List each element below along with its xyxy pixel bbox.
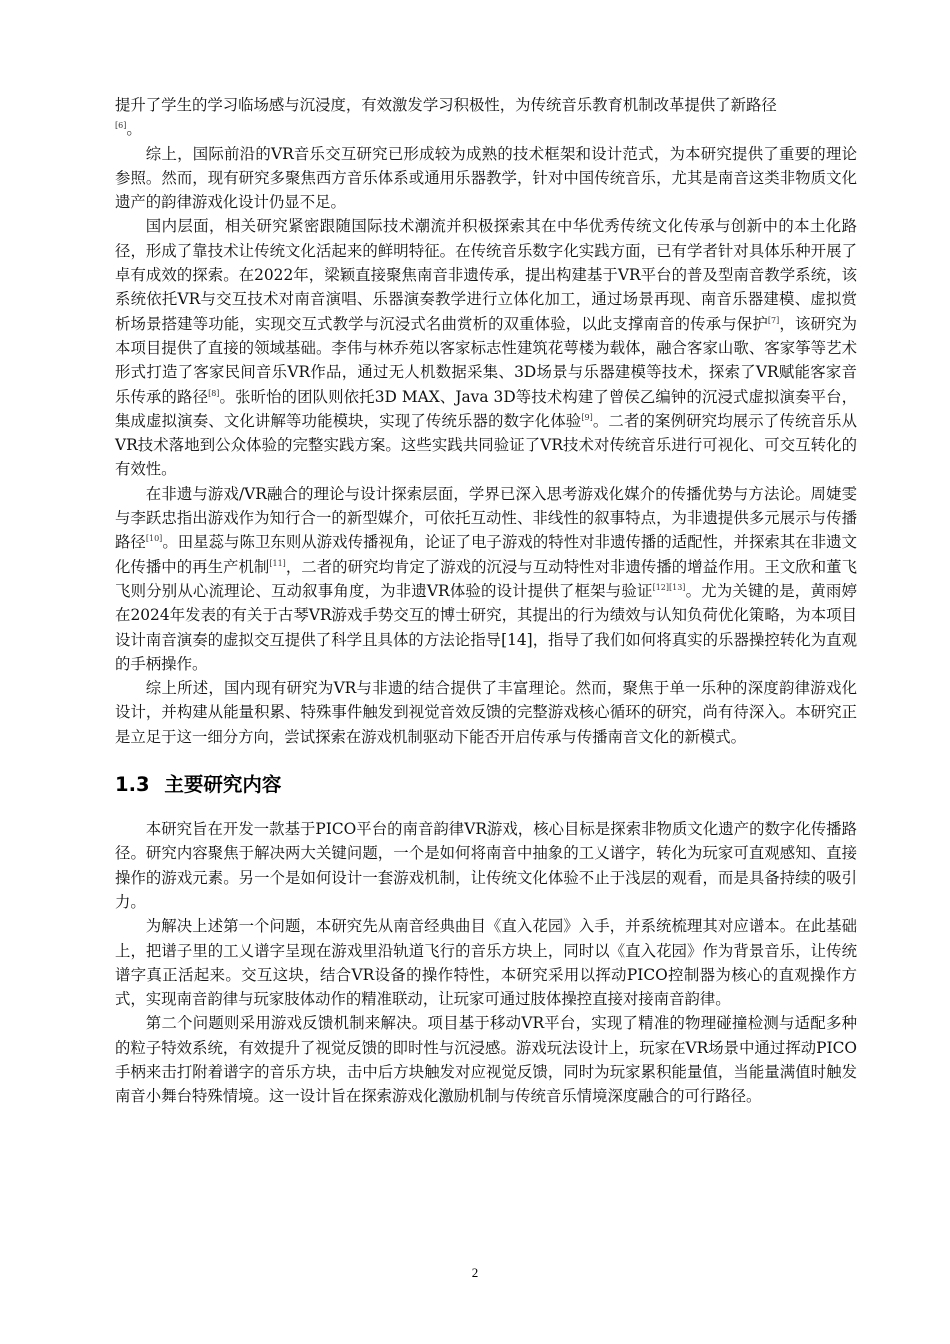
paragraph [115, 142, 857, 215]
citation-marker: [8] [208, 388, 220, 398]
paragraph-text: 本研究旨在开发一款基于PICO平台的南音韵律VR游戏，核心目标是探索非物质文化遗产的数字化传播路径。研究内容聚焦于解决两大关键问题，一个是如何将南音中抽象的工乂谱字，转化为玩家可直观感知、直接操作的游戏元素。另一个是如何设计一套游戏机制，让传统文化体验不止于浅层的观看，而是具备持续的吸引力。 [115, 820, 857, 911]
paragraph-text: 。二者的案例研究均展示了传统音乐从VR技术落地到公众体验的完整实践方案。这些实践共同验证了VR技术对传统音乐进行可视化、可交互转化的有效性。 [115, 411, 857, 479]
section-number: 1.3 [115, 773, 150, 797]
paragraph-text: 。田星蕊与陈卫东则从游戏传播视角，论证了电子游戏的特性对非遗传播的适配性，并探索其在非遗文化传播中的再生产机制 [115, 533, 857, 576]
paragraph-tail: 。 [126, 120, 142, 139]
paragraph-text: 综上，国际前沿的VR音乐交互研究已形成较为成熟的技术框架和设计范式，为本研究提供了重要的理论参照。然而，现有研究多聚焦西方音乐体系或通用乐器教学，针对中国传统音乐，尤其是南音这类非物质文化遗产的韵律游戏化设计仍显不足。 [115, 144, 857, 212]
paragraph-text: 为解决上述第一个问题，本研究先从南音经典曲目《直入花园》入手，并系统梳理其对应谱本。在此基础上，把谱子里的工乂谱字呈现在游戏里沿轨道飞行的音乐方块上，同时以《直入花园》作为背景音乐，让传统谱字真正活起来。交互这块，结合VR设备的操作特性，本研究采用以挥动PICO控制器为核心的直观操作方式，实现南音韵律与玩家肢体动作的精准联动，让玩家可通过肢体操控直接对接南音韵律。 [115, 917, 857, 1009]
paragraph-text: 提升了学生的学习临场感与沉浸度，有效激发学习积极性，为传统音乐教育机制改革提供了新路径 [115, 96, 777, 114]
paragraph [115, 482, 857, 676]
body-paragraphs-bottom [115, 817, 857, 1109]
paragraph-text: 国内层面，相关研究紧密跟随国际技术潮流并积极探索其在中华优秀传统文化传承与创新中的本土化路径，形成了靠技术让传统文化活起来的鲜明特征。在传统音乐数字化实践方面，已有学者针对具体乐种开展了卓有成效的探索。在2022年，梁颖直接聚焦南音非遗传承，提出构建基于VR平台的普及型南音教学系统，该系统依托VR与交互技术对南音演唱、乐器演奏教学进行立体化加工，通过场景再现、南音乐器建模、虚拟赏析场景搭建等功能，实现交互式教学与沉浸式名曲赏析的双重体验，以此支撑南音的传承与保护 [115, 217, 857, 333]
paragraph [115, 214, 857, 481]
citation-marker: [6] [115, 121, 127, 131]
paragraph [115, 1011, 857, 1108]
citation-marker: [9] [581, 412, 593, 422]
paragraph-text: 在非遗与游戏/VR融合的理论与设计探索层面，学界已深入思考游戏化媒介的传播优势与方法论。周婕雯与李跃忠指出游戏作为知行合一的新型媒介，可依托互动性、非线性的叙事特点，为非遗提供多元展示与传播路径 [115, 484, 857, 552]
paragraph-text: ，该研究为本项目提供了直接的领域基础。李伟与林乔苑以客家标志性建筑花萼楼为载体，融合客家山歌、客家筝等艺术形式打造了客家民间音乐VR作品，通过无人机数据采集、3D场景与乐器建模等技术，探索了VR赋能客家音乐传承的路径 [115, 314, 857, 406]
paragraph [115, 914, 857, 1011]
paragraph-text: 。尤为关键的是，黄雨婷在2024年发表的有关于古琴VR游戏手势交互的博士研究，其提出的行为绩效与认知负荷优化策略，为本项目设计南音演奏的虚拟交互提供了科学且具体的方法论指导[14]，指导了我们如何将真实的乐器操控转化为直观的手柄操作。 [115, 581, 857, 673]
page-number: 2 [471, 1265, 479, 1280]
section-heading [115, 771, 857, 799]
paragraph [115, 676, 857, 749]
paragraph-text: 。张昕怡的团队则依托3D MAX、Java 3D等技术构建了曾侯乙编钟的沉浸式虚拟演奏平台，集成虚拟演奏、文化讲解等功能模块，实现了传统乐器的数字化体验 [115, 387, 857, 430]
paragraph-text: 第二个问题则采用游戏反馈机制来解决。项目基于移动VR平台，实现了精准的物理碰撞检测与适配多种的粒子特效系统，有效提升了视觉反馈的即时性与沉浸感。游戏玩法设计上，玩家在VR场景中通过挥动PICO手柄来击打附着谱字的音乐方块，击中后方块触发对应视觉反馈，同时为玩家累积能量值，当能量满值时触发南音小舞台特殊情境。这一设计旨在探索游戏化激励机制与传统音乐情境深度融合的可行路径。 [115, 1014, 857, 1106]
citation-marker: [7] [767, 315, 780, 325]
citation-marker: [12][13] [652, 582, 686, 592]
paragraph [115, 93, 857, 142]
paragraph [115, 817, 857, 914]
citation-marker: [10] [145, 534, 163, 544]
document-body [115, 93, 857, 1109]
section-title: 主要研究内容 [164, 773, 282, 797]
body-paragraphs-top [115, 93, 857, 749]
paragraph-text: ，二者的研究均肯定了游戏的沉浸与互动特性对非遗传播的增益作用。王文欣和董飞飞则分别从心流理论、互动叙事角度，为非遗VR体验的设计提供了框架与验证 [115, 557, 857, 600]
paragraph-text: 综上所述，国内现有研究为VR与非遗的结合提供了丰富理论。然而，聚焦于单一乐种的深度韵律游戏化设计，并构建从能量积累、特殊事件触发到视觉音效反馈的完整游戏核心循环的研究，尚有待深入。本研究正是立足于这一细分方向，尝试探索在游戏机制驱动下能否开启传承与传播南音文化的新模式。 [115, 679, 857, 746]
citation-marker: [11] [269, 558, 286, 568]
